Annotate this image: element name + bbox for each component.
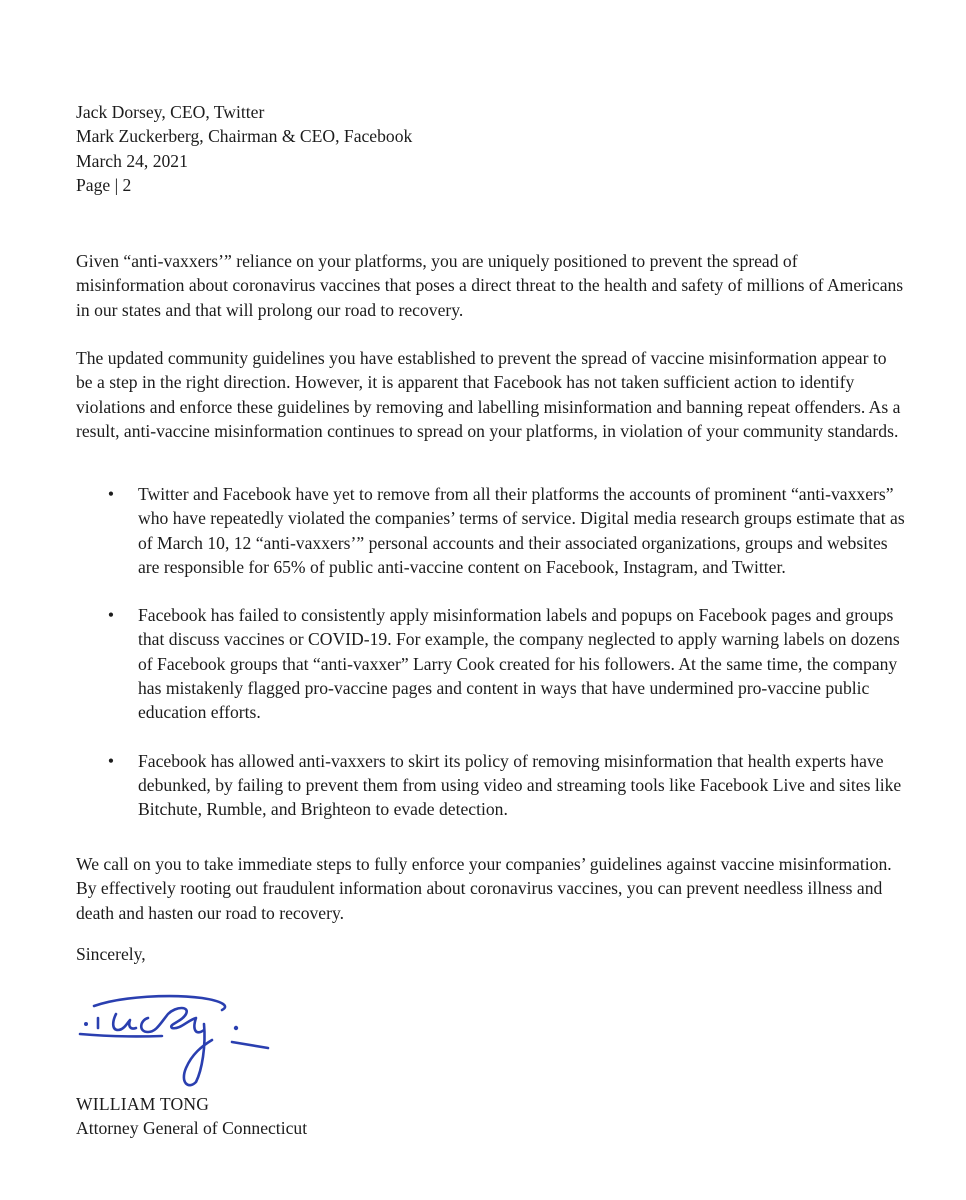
recipient-line-2: Mark Zuckerberg, Chairman & CEO, Facebook <box>76 126 413 147</box>
bullet-item <box>76 603 906 724</box>
bullet-text: Facebook has failed to consistently apply misinformation labels and popups on Facebook pages and groups that discuss vaccines or COVID-19. For example, the company neglected to apply warning labels on dozens of Facebook groups that “anti-vaxxer” Larry Cook created for his followers. At the same time, the company has mistakenly flagged pro-vaccine pages and content in ways that have undermined pro-vaccine public education efforts. <box>138 605 900 723</box>
body-paragraph-2-block <box>76 346 906 443</box>
bullet-item <box>76 749 906 822</box>
handwritten-signature <box>72 990 282 1090</box>
signature-dot <box>234 1026 238 1030</box>
signature-stroke <box>232 1042 268 1048</box>
bullet-text: Twitter and Facebook have yet to remove from all their platforms the accounts of prominent “anti-vaxxers” who have repeatedly violated the companies’ terms of service. Digital media research groups estimate that as of March 10, 12 “anti-vaxxers’” personal accounts and their associated organizations, groups and websites are responsible for 65% of public anti-vaccine content on Facebook, Instagram, and Twitter. <box>138 484 905 577</box>
letter-header <box>76 100 896 197</box>
bullet-icon: • <box>107 605 115 626</box>
recipient-line-1: Jack Dorsey, CEO, Twitter <box>76 102 265 122</box>
signature-stroke <box>141 1008 204 1032</box>
salutation: Sincerely, <box>76 944 146 964</box>
closing-paragraph: We call on you to take immediate steps to fully enforce your companies’ guidelines against vaccine misinformation. By effectively rooting out fraudulent information about coronavirus vaccines, you can prevent needless illness and death and hasten our road to recovery. <box>76 854 892 923</box>
body-paragraph: The updated community guidelines you have established to prevent the spread of vaccine misinformation appear to be a step in the right direction. However, it is apparent that Facebook has not taken sufficient action to identify violations and enforce these guidelines by removing and labelling misinformation and banning repeat offenders. As a result, anti-vaccine misinformation continues to spread on your platforms, in violation of your community standards. <box>76 348 901 441</box>
body-paragraph: Given “anti-vaxxers’” reliance on your platforms, you are uniquely positioned to prevent the spread of misinformation about coronavirus vaccines that poses a direct threat to the health and safety of millions of Americans in our states and that will prolong our road to recovery. <box>76 251 904 320</box>
bullet-list <box>76 482 906 846</box>
body-paragraph-1-block <box>76 249 906 322</box>
signatory-name: WILLIAM TONG <box>76 1094 210 1114</box>
signature-stroke <box>80 1034 162 1036</box>
letter-date: March 24, 2021 <box>76 150 188 171</box>
signatory-title: Attorney General of Connecticut <box>76 1118 308 1139</box>
signature-stroke <box>113 1014 136 1030</box>
signature-stroke <box>94 996 225 1010</box>
bullet-item <box>76 482 906 579</box>
bullet-icon: • <box>107 750 115 771</box>
bullet-icon: • <box>107 484 115 504</box>
signature-block <box>76 1092 307 1141</box>
bullet-text: Facebook has allowed anti-vaxxers to skirt its policy of removing misinformation that health experts have debunked, by failing to prevent them from using video and streaming tools like Facebook Live and sites like Bitchute, Rumble, and Brighteon to evade detection. <box>138 750 902 820</box>
closing-paragraph-block <box>76 852 906 925</box>
page-number: Page | 2 <box>76 174 132 195</box>
signature-dot <box>84 1022 88 1026</box>
